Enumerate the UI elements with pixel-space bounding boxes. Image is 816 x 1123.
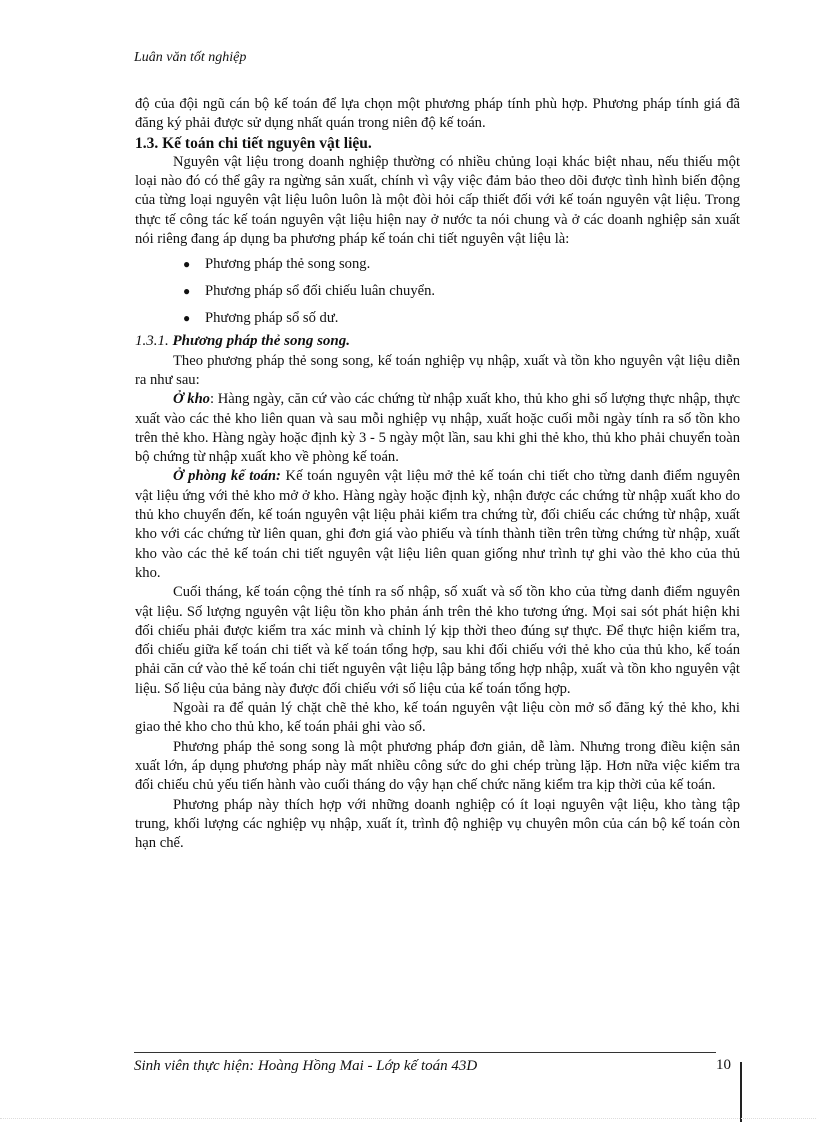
list-item-text: Phương pháp sổ số dư.	[205, 310, 339, 327]
page-content	[135, 95, 740, 853]
paragraph-ngoai: Ngoài ra để quản lý chặt chẽ thẻ kho, kế toán nguyên vật liệu còn mở sổ đăng ký thẻ kho, khi giao thẻ kho cho thủ kho, kế toán phải ghi vào sổ.	[135, 700, 740, 736]
phong-lead: Ở phòng kế toán:	[173, 468, 281, 485]
paragraph-applicability: Phương pháp này thích hợp với những doanh nghiệp có ít loại nguyên vật liệu, kho tàng tập trung, khối lượng các nghiệp vụ nhập, xuất ít, trình độ nghiệp vụ chuyên môn của cán bộ kế toán còn hạn chế.	[135, 796, 740, 852]
paragraph-kho	[135, 390, 740, 467]
page-number: 10	[716, 1057, 731, 1073]
paragraph-evaluation: Phương pháp thẻ song song là một phương pháp đơn giản, dễ làm. Nhưng trong điều kiện sản xuất lớn, áp dụng phương pháp này mất nhiều công sức do ghi chép trùng lặp. Hơn nữa việc kiểm tra đối chiếu chủ yếu tiến hành vào cuối tháng do vậy hạn chế chức năng kiểm tra kịp thời của kế toán.	[135, 738, 740, 794]
methods-list	[135, 251, 740, 332]
list-item	[183, 305, 740, 332]
bullet-icon: ●	[183, 284, 191, 299]
kho-text: : Hàng ngày, căn cứ vào các chứng từ nhập xuất kho, thủ kho ghi số lượng thực nhập, thực xuất vào các thẻ kho liên quan và sau mỗi nghiệp vụ nhập, xuất hoặc cuối mỗi ngày tính ra số tồn kho trên thẻ kho. Hàng ngày hoặc định kỳ 3 - 5 ngày một lần, sau khi ghi thẻ kho, thủ kho phải chuyển toàn bộ chứng từ nhập xuất kho về phòng kế toán.	[135, 391, 740, 466]
subsection-number: 1.3.1.	[135, 333, 169, 350]
subsection-heading	[135, 332, 740, 351]
section-paragraph: Nguyên vật liệu trong doanh nghiệp thường có nhiều chủng loại khác biệt nhau, nếu thiếu một loại nào đó có thể gây ra ngừng sản xuất, chính vì vậy việc đảm bảo theo dõi được tình hình biến động của từng loại nguyên vật liệu luôn luôn là một đòi hỏi cấp thiết đối với kế toán nguyên vật liệu. Trong thực tế công tác kế toán nguyên vật liệu hiện nay ở nước ta nói chung và ở các doanh nghiệp sản xuất nói riêng đang áp dụng ba phương pháp kế toán chi tiết nguyên vật liệu là:	[135, 153, 740, 248]
footer-divider	[134, 1052, 716, 1053]
page-bottom-edge	[0, 1118, 816, 1119]
kho-lead: Ở kho	[173, 391, 210, 408]
paragraph-phong	[135, 467, 740, 583]
phong-text: Kế toán nguyên vật liệu mở thẻ kế toán chi tiết cho từng danh điểm nguyên vật liệu ứng với thẻ kho mở ở kho. Hàng ngày hoặc định kỳ, nhận được các chứng từ nhập xuất kho do thủ kho chuyển đến, kế toán nguyên vật liệu phải kiểm tra chứng từ, đối chiếu các chứng từ nhập, xuất kho với các chứng từ liên quan, ghi đơn giá vào phiếu và tính thành tiền trên từng chứng từ nhập, xuất kho vào các thẻ kế toán chi tiết nguyên vật liệu liên quan giống như trình tự ghi vào thẻ kho của thủ kho.	[135, 468, 740, 581]
paragraph-theo: Theo phương pháp thẻ song song, kế toán nghiệp vụ nhập, xuất và tồn kho nguyên vật liệu diễn ra như sau:	[135, 352, 740, 388]
intro-paragraph: độ của đội ngũ cán bộ kế toán để lựa chọn một phương pháp tính phù hợp. Phương pháp tính giá đã đăng ký phải được sử dụng nhất quán trong niên độ kế toán.	[135, 96, 740, 132]
list-item	[183, 251, 740, 278]
section-heading: 1.3. Kế toán chi tiết nguyên vật liệu.	[135, 134, 372, 152]
bullet-icon: ●	[183, 311, 191, 326]
list-item-text: Phương pháp sổ đối chiếu luân chuyển.	[205, 283, 436, 300]
running-header: Luân văn tốt nghiệp	[134, 50, 247, 65]
bullet-icon: ●	[183, 257, 191, 272]
list-item	[183, 278, 740, 305]
list-item-text: Phương pháp thẻ song song.	[205, 256, 371, 273]
subsection-title: Phương pháp thẻ song song.	[172, 333, 351, 350]
paragraph-cuoi: Cuối tháng, kế toán cộng thẻ tính ra số nhập, số xuất và số tồn kho của từng danh điểm nguyên vật liệu. Số lượng nguyên vật liệu tồn kho phản ánh trên thẻ kho tương ứng. Mọi sai sót phát hiện khi đối chiếu phải được kiểm tra xác minh và chỉnh lý kịp thời theo đúng sự thực. Để thực hiện kiểm tra, đối chiếu giữa kế toán chi tiết và kế toán tổng hợp, sau khi đối chiếu với thẻ kho của thủ kho, kế toán phải căn cứ vào thẻ kế toán chi tiết nguyên vật liệu lập bảng tổng hợp nhập, xuất và tồn kho nguyên vật liệu. Số liệu của bảng này được đối chiếu với số liệu của kế toán tổng hợp.	[135, 584, 740, 697]
footer-vertical-rule	[740, 1062, 742, 1122]
footer-author: Sinh viên thực hiện: Hoàng Hồng Mai - Lớp kế toán 43D	[134, 1058, 478, 1074]
